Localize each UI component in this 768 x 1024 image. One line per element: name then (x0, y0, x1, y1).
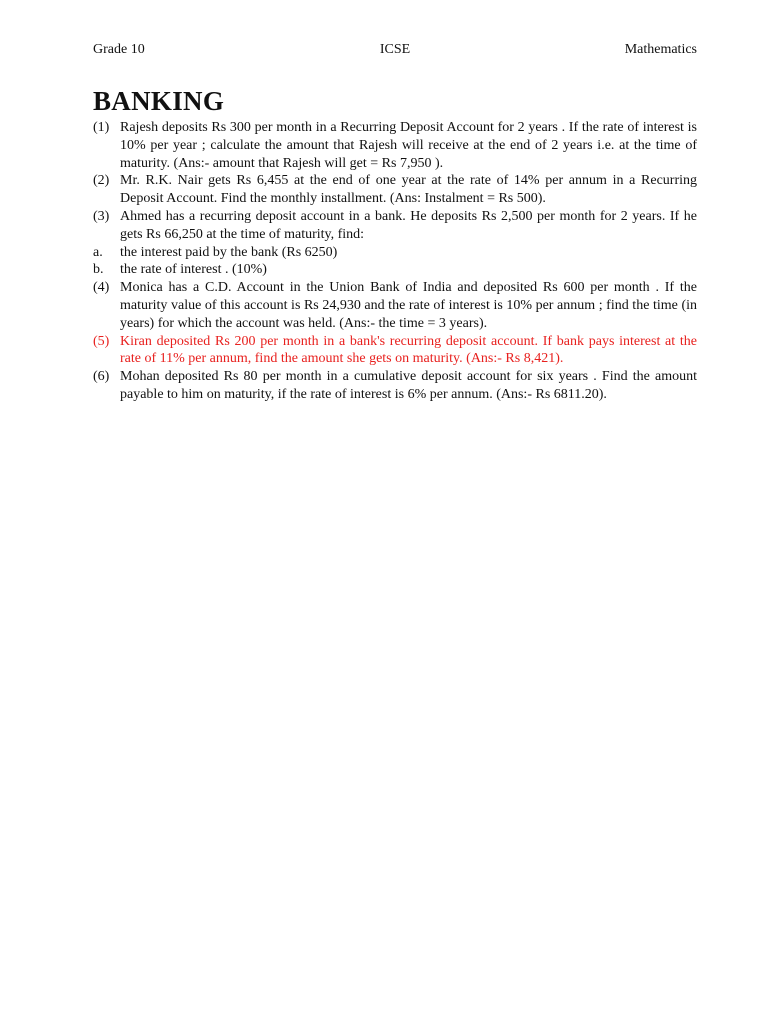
question-text: Ahmed has a recurring deposit account in a bank. He deposits Rs 2,500 per month for 2 years. If he gets Rs 66,250 at the time of maturity, find: (120, 208, 697, 242)
question-list (93, 119, 697, 404)
question-1 (93, 119, 697, 172)
question-4 (93, 279, 697, 332)
page-title: BANKING (93, 86, 225, 116)
question-3 (93, 208, 697, 244)
question-text: the interest paid by the bank (Rs 6250) (120, 244, 338, 260)
question-text: the rate of interest . (10%) (120, 262, 267, 278)
question-number: (5) (93, 333, 110, 349)
question-text: Mr. R.K. Nair gets Rs 6,455 at the end of one year at the rate of 14% per annum in a Recurring Deposit Account. Find the monthly installment. (Ans: Instalment = Rs 500). (120, 173, 697, 207)
question-text: Monica has a C.D. Account in the Union Bank of India and deposited Rs 600 per month . If the maturity value of this account is Rs 24,930 and the rate of interest is 10% per annum ; find the time (in years) for which the account was held. (Ans:- the time = 3 years). (120, 280, 697, 331)
question-number: b. (93, 262, 104, 278)
question-5-highlighted (93, 333, 697, 369)
question-text: Kiran deposited Rs 200 per month in a bank's recurring deposit account. If bank pays interest at the rate of 11% per annum, find the amount she gets on maturity. (Ans:- Rs 8,421). (120, 333, 697, 367)
question-6 (93, 368, 697, 404)
question-3-part-b (93, 261, 697, 279)
header-grade: Grade 10 (93, 42, 145, 57)
question-2 (93, 172, 697, 208)
question-number: (3) (93, 208, 110, 224)
header-subject: Mathematics (624, 42, 697, 57)
question-number: a. (93, 244, 103, 260)
question-3-part-a (93, 244, 697, 262)
question-number: (6) (93, 369, 110, 385)
question-number: (2) (93, 173, 110, 189)
question-text: Rajesh deposits Rs 300 per month in a Recurring Deposit Account for 2 years . If the rate of interest is 10% per year ; calculate the amount that Rajesh will receive at the end of 2 years i.e. at the time of maturity. (Ans:- amount that Rajesh will get = Rs 7,950 ). (120, 120, 697, 171)
question-text: Mohan deposited Rs 80 per month in a cumulative deposit account for six years . Find the amount payable to him on maturity, if the rate of interest is 6% per annum. (Ans:- Rs 6811.20). (120, 369, 697, 402)
header-board: ICSE (379, 42, 411, 57)
question-number: (4) (93, 280, 110, 296)
question-number: (1) (93, 120, 110, 135)
